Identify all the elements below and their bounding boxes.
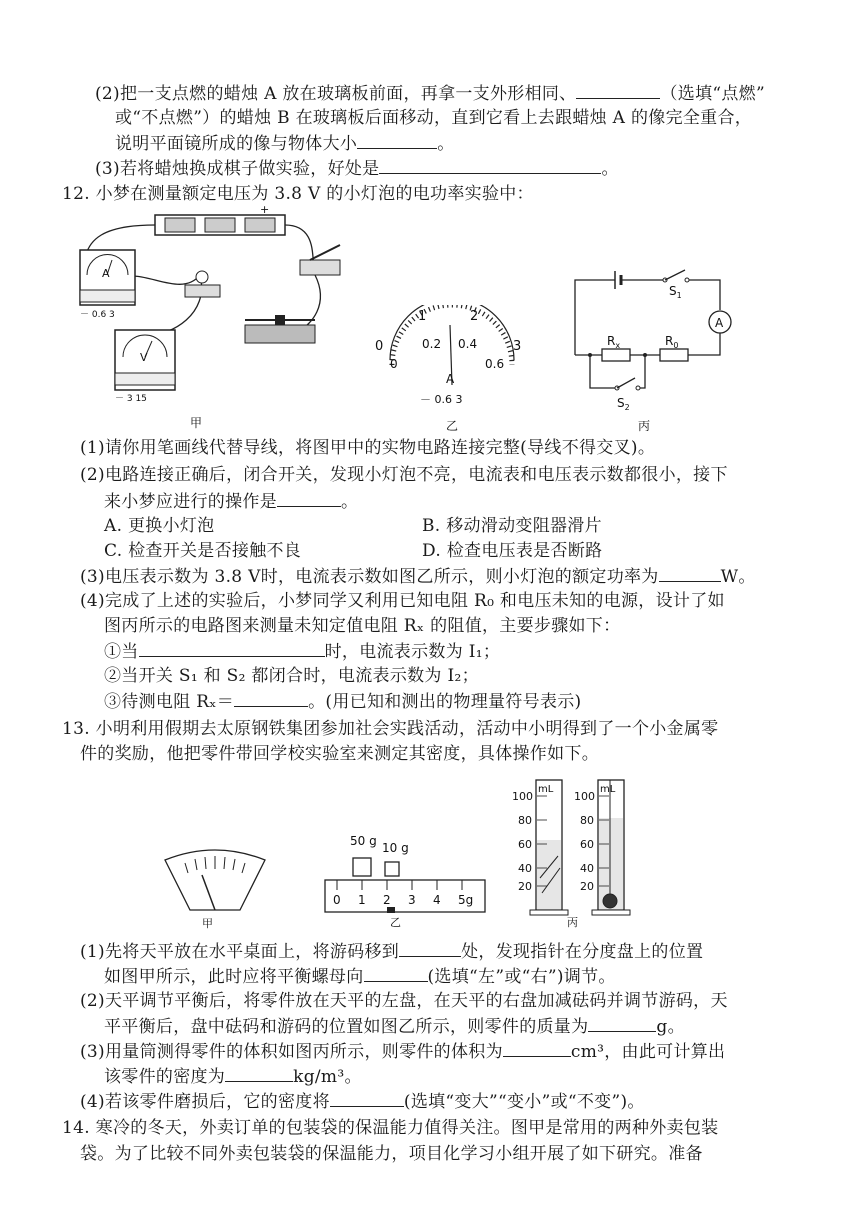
s1-label: $S_1$ [669, 284, 682, 300]
q12-figure-kit [60, 205, 360, 435]
ruler-tick-2: 2 [383, 893, 391, 907]
q14-line-2: 袋。为了比较不同外卖包装袋的保温能力，项目化学习小组开展了如下研究。准备 [80, 1144, 703, 1164]
ammeter-terminals: － 0.6 3 [420, 393, 463, 406]
answer-blank[interactable] [588, 1015, 656, 1032]
scale-bottom-0: 0 [390, 357, 398, 371]
plus-label: + [260, 205, 270, 216]
q12-part-4a: (4)完成了上述的实验后，小梦同学又利用已知电阻 R₀ 和电压未知的电源，设计了如 [80, 591, 725, 611]
q13-heading-2: 件的奖励，他把零件带回学校实验室来测定其密度，具体操作如下。 [80, 744, 599, 764]
q13-part-1a: (1)先将天平放在水平桌面上，将游码移到 处，发现指针在分度盘上的位置 [80, 942, 704, 962]
figure-label-yi: 乙 [390, 916, 401, 929]
option-a: A. 更换小灯泡 [104, 516, 215, 536]
q12-part-2a: (2)电路连接正确后，闭合开关，发现小灯泡不亮，电流表和电压表示数都很小，接下 [80, 465, 728, 485]
q12-part-2b: 来小梦应进行的操作是 。 [104, 492, 359, 512]
voltmeter-kit-terminals: － 3 15 [115, 394, 147, 404]
q13-figure-cylinders [510, 778, 635, 928]
circuit-ammeter-symbol: A [715, 316, 724, 330]
answer-blank[interactable] [399, 940, 461, 957]
cyl1-unit: mL [538, 784, 554, 795]
option-b: B. 移动滑动变阻器滑片 [422, 516, 602, 536]
figure-label-jia: 甲 [190, 416, 203, 430]
cyl1-tick-80: 80 [518, 814, 532, 827]
q12-step-3: ③待测电阻 Rₓ＝ 。(用已知和测出的物理量符号表示) [104, 692, 582, 712]
q13-part-2b: 平平衡后，盘中砝码和游码的位置如图乙所示，则零件的质量为 g。 [104, 1017, 685, 1037]
answer-blank[interactable] [364, 965, 428, 982]
scale-bottom-1: 0.2 [422, 337, 442, 351]
figure-label-yi: 乙 [446, 419, 459, 433]
q13-heading-1: 13. 小明利用假期去太原钢铁集团参加社会实践活动，活动中小明得到了一个小金属零 [62, 719, 719, 739]
scale-bottom-3: 0.6 [485, 357, 505, 371]
q12-step-1: ①当 时，电流表示数为 I₁； [104, 642, 501, 662]
s2-label: $S_2$ [617, 396, 630, 412]
answer-blank[interactable] [139, 640, 325, 657]
ammeter-kit-terminals: － 0.6 3 [80, 310, 115, 320]
cyl2-tick-60: 60 [580, 838, 594, 851]
cyl2-tick-100: 100 [574, 790, 595, 803]
ammeter-unit: A [446, 372, 455, 386]
ruler-tick-5: 5g [458, 893, 474, 907]
option-c: C. 检查开关是否接触不良 [104, 541, 302, 561]
cyl1-tick-100: 100 [512, 790, 533, 803]
ammeter-kit-label: A [102, 267, 110, 280]
answer-blank[interactable] [576, 82, 660, 99]
answer-blank[interactable] [659, 565, 721, 582]
q12-figure-circuit [565, 265, 745, 435]
cyl2-tick-80: 80 [580, 814, 594, 827]
cyl2-tick-20: 20 [580, 880, 594, 893]
q13-part-3b: 该零件的密度为 kg/m³。 [104, 1067, 362, 1087]
scale-top-1: 1 [418, 309, 427, 324]
ruler-tick-1: 1 [358, 893, 366, 907]
figure-label-bing: 丙 [638, 419, 651, 433]
answer-blank[interactable] [225, 1065, 293, 1082]
scale-top-2: 2 [470, 309, 479, 324]
q12-figure-ammeter [370, 305, 535, 435]
cyl1-tick-60: 60 [518, 838, 532, 851]
q12-part-3: (3)电压表示数为 3.8 V时，电流表示数如图乙所示，则小灯泡的额定功率为 W。 [80, 567, 756, 587]
answer-blank[interactable] [357, 132, 437, 149]
weight-50g-label: 50 g [350, 834, 377, 848]
voltmeter-kit-label: V [140, 351, 148, 364]
q13-figure-dial [160, 845, 270, 930]
q13-part-3a: (3)用量筒测得零件的体积如图丙所示，则零件的体积为 cm³，由此可计算出 [80, 1042, 726, 1062]
rx-label: $R_x$ [607, 334, 621, 350]
q13-part-1b: 如图甲所示，此时应将平衡螺母向 (选填“左”或“右”)调节。 [104, 967, 616, 987]
ruler-tick-3: 3 [408, 893, 416, 907]
q14-line-1: 14. 寒冷的冬天，外卖订单的包装袋的保温能力值得关注。图甲是常用的两种外卖包装 [62, 1118, 719, 1138]
q13-figure-weights-ruler [320, 830, 490, 930]
scale-bottom-2: 0.4 [458, 337, 478, 351]
answer-blank[interactable] [379, 157, 601, 174]
cyl2-tick-40: 40 [580, 862, 594, 875]
figure-label-jia: 甲 [202, 917, 213, 930]
q11-line-3: (3)若将蜡烛换成棋子做实验，好处是 。 [95, 159, 619, 179]
scale-top-0: 0 [375, 339, 384, 354]
q11-line-2d: 说明平面镜所成的像与物体大小 。 [115, 134, 455, 154]
answer-blank[interactable] [330, 1090, 404, 1107]
q13-part-4: (4)若该零件磨损后，它的密度将 (选填“变大”“变小”或“不变”)。 [80, 1092, 645, 1112]
q12-step-2: ②当开关 S₁ 和 S₂ 都闭合时，电流表示数为 I₂； [104, 666, 479, 686]
option-d: D. 检查电压表是否断路 [422, 541, 603, 561]
answer-blank[interactable] [277, 490, 341, 507]
q11-line-2c: 或“不点燃”）的蜡烛 B 在玻璃板后面移动，直到它看上去跟蜡烛 A 的像完全重合， [115, 108, 753, 128]
cyl1-tick-40: 40 [518, 862, 532, 875]
q12-part-1: (1)请你用笔画线代替导线，将图甲中的实物电路连接完整(导线不得交叉)。 [80, 438, 656, 458]
answer-blank[interactable] [234, 690, 308, 707]
ruler-tick-0: 0 [333, 893, 341, 907]
answer-blank[interactable] [503, 1040, 571, 1057]
q12-part-4b: 图丙所示的电路图来测量未知定值电阻 Rₓ 的阻值，主要步骤如下： [104, 616, 621, 636]
q13-part-2a: (2)天平调节平衡后，将零件放在天平的左盘，在天平的右盘加减砝码并调节游码，天 [80, 991, 728, 1011]
scale-top-3: 3 [513, 339, 522, 354]
r0-label: $R_0$ [665, 334, 679, 350]
cyl2-unit: mL [600, 784, 616, 795]
figure-label-bing: 丙 [567, 916, 578, 928]
q12-heading: 12. 小梦在测量额定电压为 3.8 V 的小灯泡的电功率实验中： [62, 184, 534, 204]
weight-10g-label: 10 g [382, 841, 409, 855]
cyl1-tick-20: 20 [518, 880, 532, 893]
ruler-tick-4: 4 [433, 893, 441, 907]
q11-line-2a: (2)把一支点燃的蜡烛 A 放在玻璃板前面，再拿一支外形相同、 （选填“点燃” [95, 84, 765, 104]
